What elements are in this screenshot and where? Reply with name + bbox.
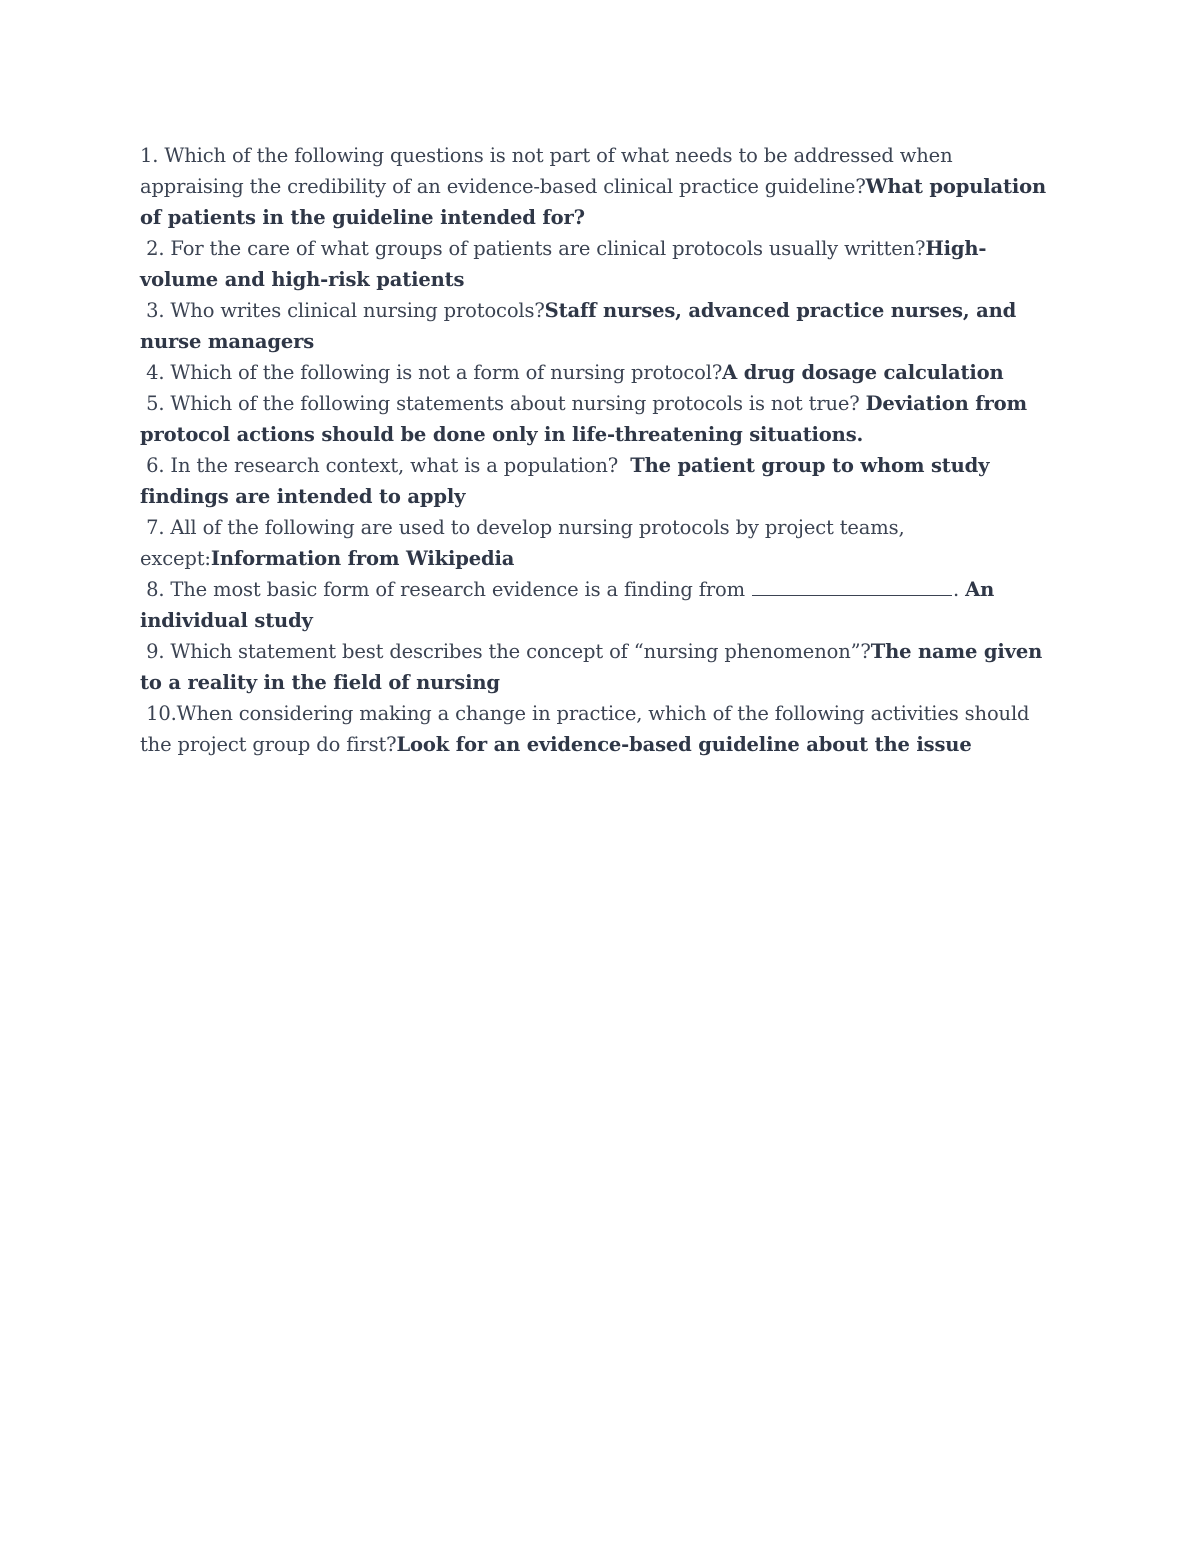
question-text: 8. The most basic form of research evidence is a finding from (140, 578, 752, 601)
answer-text: High-volume and high-risk patients (140, 237, 987, 291)
answer-text: The name given to a reality in the field of nursing (140, 640, 1043, 694)
answer-text: The patient group to whom study findings are intended to apply (140, 454, 990, 508)
qa-item-6 (140, 450, 1055, 512)
qa-item-5 (140, 388, 1055, 450)
question-text: 1. Which of the following questions is not part of what needs to be addressed when appraising the credibility of an evidence-based clinical practice guideline? (140, 144, 953, 198)
question-text: 9. Which statement best describes the concept of “nursing phenomenon”? (140, 640, 871, 663)
fill-in-blank (752, 575, 952, 596)
quiz-content (140, 140, 1055, 760)
answer-text: Staff nurses, advanced practice nurses, and nurse managers (140, 299, 1017, 353)
question-text: 10.When considering making a change in practice, which of the following activities should the project group do first? (140, 702, 1036, 756)
question-text: 3. Who writes clinical nursing protocols? (140, 299, 545, 322)
question-text-after-blank: . (953, 578, 966, 601)
answer-text: Information from Wikipedia (210, 547, 515, 570)
question-text: 4. Which of the following is not a form of nursing protocol? (140, 361, 723, 384)
answer-text: Deviation from protocol actions should be done only in life-threatening situations. (140, 392, 1027, 446)
qa-item-2 (140, 233, 1055, 295)
question-text: 5. Which of the following statements about nursing protocols is not true? (140, 392, 866, 415)
qa-item-8 (140, 574, 1055, 636)
answer-text: An individual study (140, 578, 995, 632)
qa-item-9 (140, 636, 1055, 698)
question-text: 2. For the care of what groups of patients are clinical protocols usually written? (140, 237, 926, 260)
qa-item-3 (140, 295, 1055, 357)
answer-text: Look for an evidence-based guideline about the issue (396, 733, 972, 756)
qa-item-10 (140, 698, 1055, 760)
qa-item-4 (140, 357, 1055, 388)
qa-item-7 (140, 512, 1055, 574)
qa-item-1 (140, 140, 1055, 233)
question-text: 6. In the research context, what is a population? (140, 454, 631, 477)
question-text: 7. All of the following are used to develop nursing protocols by project teams, except: (140, 516, 911, 570)
answer-text: A drug dosage calculation (722, 361, 1004, 384)
answer-text: What population of patients in the guideline intended for? (140, 175, 1046, 229)
